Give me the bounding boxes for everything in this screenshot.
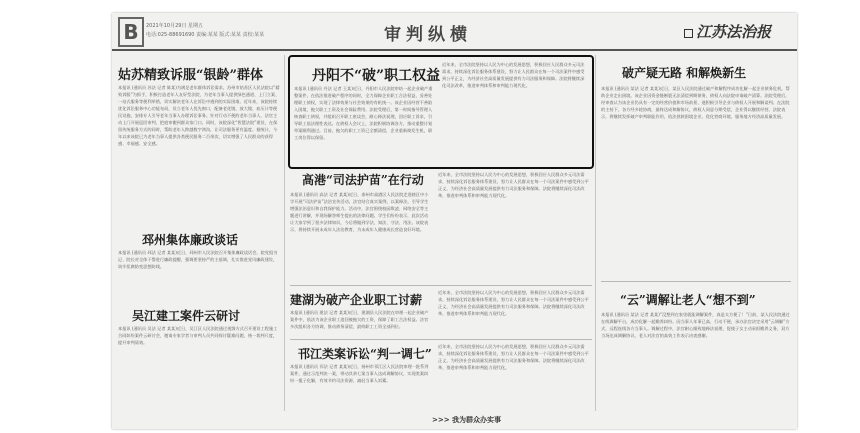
article-8-title: 邗江类案诉讼“判一调七” [298,347,432,361]
article-1-title: 姑苏精致诉服“银龄”群体 [118,68,263,83]
section-rule [290,285,592,286]
article-2-title: 丹阳不“破”职工权益 [312,68,441,84]
article-9-body: 本报讯 (通讯员 某法 记者 某某)“没想到在家里就能调解案件，真是太方便了！”日前，某人民法院通过在线调解平台，成功化解一起赡养纠纷。因当事人年事已高、行动不便，承办法官决定采用“云调解”方式，远程连线各方当事人。调解过程中，法官耐心细致地释法说理，促使子女主动承担赡养义务，双方当场达成调解协议。老人对法官的高效工作表示由衷感谢。 [601,312,790,338]
page-header [112,13,797,51]
article-5-body: 本报讯 (通讯员 吴法 记者 某某)近日，吴江区人民法院通过视频方式召开建设工程施工合同纠纷案件云研讨会，邀请专家学者与审判人员共同探讨疑难问题，统一裁判尺度，提升审判质效。 [118,326,278,345]
section-rule [290,339,592,340]
article-5-title: 吴江建工案件云研讨 [132,309,241,323]
article-8-body: 本报讯 (通讯员 邗法 记者 某某)近日，扬州市邗江区人民法院审理一批系列案件，通过示范判决一案，带动其余七案当事人达成调解协议，实现类案纠纷一揽子化解，有效节约司法资源，减轻当事人诉累。 [290,364,429,383]
article-3-title: 破产疑无路 和解焕新生 [622,66,747,80]
column-rule [595,55,596,411]
page-letter: B [118,17,144,47]
article-4-body: 本报讯 (通讯员 邳法 记者 某某)近日，邳州市人民法院召开集体廉政谈话会，院党组书记、院长对全体干警进行廉政提醒，强调要坚持严的主基调，扎实推进党风廉政建设，筑牢拒腐防变思想防线。 [118,250,278,269]
article-6-body: 本报讯 (通讯员 高法 记者 某某)近日，泰州市高港区人民法院走进辖区中小学开展“司法护苗”法治宣传活动，法官结合真实案例，以案释法，引导学生增强法治意识和自我保护能力。活动中，法官围绕校园欺凌、网络安全等主题进行讲解，并现场解答师生提出的法律问题。学生们纷纷表示，此次活动让大家学到了很多法律知识，今后将做到学法、知法、守法、用法。该院表示，将持续开展未成年人法治教育，为未成年人健康成长营造良好环境。 [290,192,429,232]
section-rule [601,281,791,282]
logo-mark-icon [684,29,693,38]
edition-line: 电话:025-88691690 责编:某某 版式:某某 责校:某某 [146,32,265,38]
article-2-body: 本报讯 (通讯员 丹法 记者 王某)近日，丹阳市人民法院审结一起企业破产重整案件，在依法推进破产程序的同时，全力保障企业职工合法权益，妥善处理职工债权，实现了法律效果与社会效果的有机统一。该企业因经营不善陷入困境，拖欠职工工资及社会保险费用。法院受理后，第一时间指导管理人核查职工债权，并组织召开职工座谈会，耐心释法说理，回应职工诉求，引导职工依法理性表达。在债权人会议上，法院积极协调各方，推动重整计划草案顺利通过。目前，拖欠的职工工资已全额清偿，企业重新焕发生机，职工岗位得以保留。 [294,86,433,140]
article-3-body: 本报讯 (通讯员 某法 记者 某某)近日，某区人民法院通过破产和解程序成功化解一起企业债务危机，帮助企业走出困境。该企业因资金链断裂无法清偿到期债务，债权人向法院申请破产清算。法院受理后，经审查认为该企业仍具有一定的经营价值和市场前景，遂积极引导企业与债权人开展和解谈判。在法院的主持下，各方经多轮协商，最终达成和解协议，债权人同意分期受偿，企业得以继续经营。法院表示，将继续发挥破产审判职能作用，依法拯救困境企业，优化营商环境，服务地方经济高质量发展。 [601,86,790,119]
article-8-continued: 近年来，全市法院坚持以人民为中心的发展思想，积极回应人民群众多元司法需求，持续深化诉讼服务体系建设，努力让人民群众在每一个司法案件中感受到公平正义，为经济社会高质量发展提供有力司法服务和保障。法院将继续深化司法改革，推进审判体系和审判能力现代化。 [438,344,589,370]
article-6-title: 高港“司法护苗”在行动 [302,173,424,187]
article-7-title: 建湖为破产企业职工讨薪 [290,293,423,307]
logo-text: 江苏法治报 [696,23,772,41]
date-line: 2021年10月29日 星期五 [146,23,204,29]
article-6-continued: 近年来，全市法院坚持以人民为中心的发展思想，积极回应人民群众多元司法需求，持续深化诉讼服务体系建设，努力让人民群众在每一个司法案件中感受到公平正义，为经济社会高质量发展提供有力司法服务和保障。法院将继续深化司法改革，推进审判体系和审判能力现代化。 [438,172,589,198]
article-7-body: 本报讯 (通讯员 建法 记者 某某)近日，建湖县人民法院在审理一起企业破产案件中，依法为该企业职工追回被拖欠的工资，保障了职工合法权益。法官多次组织各方协调，推动债务清偿，最终职工工资全部到位。 [290,310,429,329]
section-title: 审判纵横 [384,25,472,45]
article-9-title: “云”调解让老人“想不到” [620,293,756,307]
newspaper-page [112,13,797,429]
footer-banner: >>> 我为群众办实事 [432,415,502,424]
article-4-title: 邳州集体廉政谈话 [142,233,239,247]
article-1-body: 本报讯 (通讯员 苏法 记者 陈某)为满足老年群体诉讼需求，苏州市姑苏区人民法院以“精致诉服”为抓手，积极打造老年人友好型法院，为老年当事人提供绿色通道、上门立案、一站式服务等便利举措，切实解决老年人在诉讼中遇到的实际困难。近年来，该院持续优化诉讼服务中心功能布局，设立老年人优先窗口，配备老花镜、放大镜、血压计等便民设施，安排专人引导老年当事人办理诉讼事务。针对行动不便的老年当事人，法官主动上门开展巡回审判，把庭审搬到群众家门口。同时，该院深化“智慧法院”建设，在保留传统服务方式的同时，帮助老年人跨越数字鸿沟，让司法服务更有温度。据统计，今年以来该院已为老年当事人提供各类便民服务二百余次，切实增强了人民群众的获得感、幸福感、安全感。 [118,85,280,146]
column-rule [284,55,285,411]
newspaper-logo [684,21,771,42]
article-7-continued: 近年来，全市法院坚持以人民为中心的发展思想，积极回应人民群众多元司法需求，持续深化诉讼服务体系建设，努力让人民群众在每一个司法案件中感受到公平正义，为经济社会高质量发展提供有力司法服务和保障。法院将继续深化司法改革，推进审判体系和审判能力现代化。 [438,290,589,316]
article-2-continued: 近年来，全市法院坚持以人民为中心的发展思想，积极回应人民群众多元司法需求，持续深化诉讼服务体系建设，努力让人民群众在每一个司法案件中感受到公平正义，为经济社会高质量发展提供有力司法服务和保障。法院将继续深化司法改革，推进审判体系和审判能力现代化。 [442,62,585,88]
